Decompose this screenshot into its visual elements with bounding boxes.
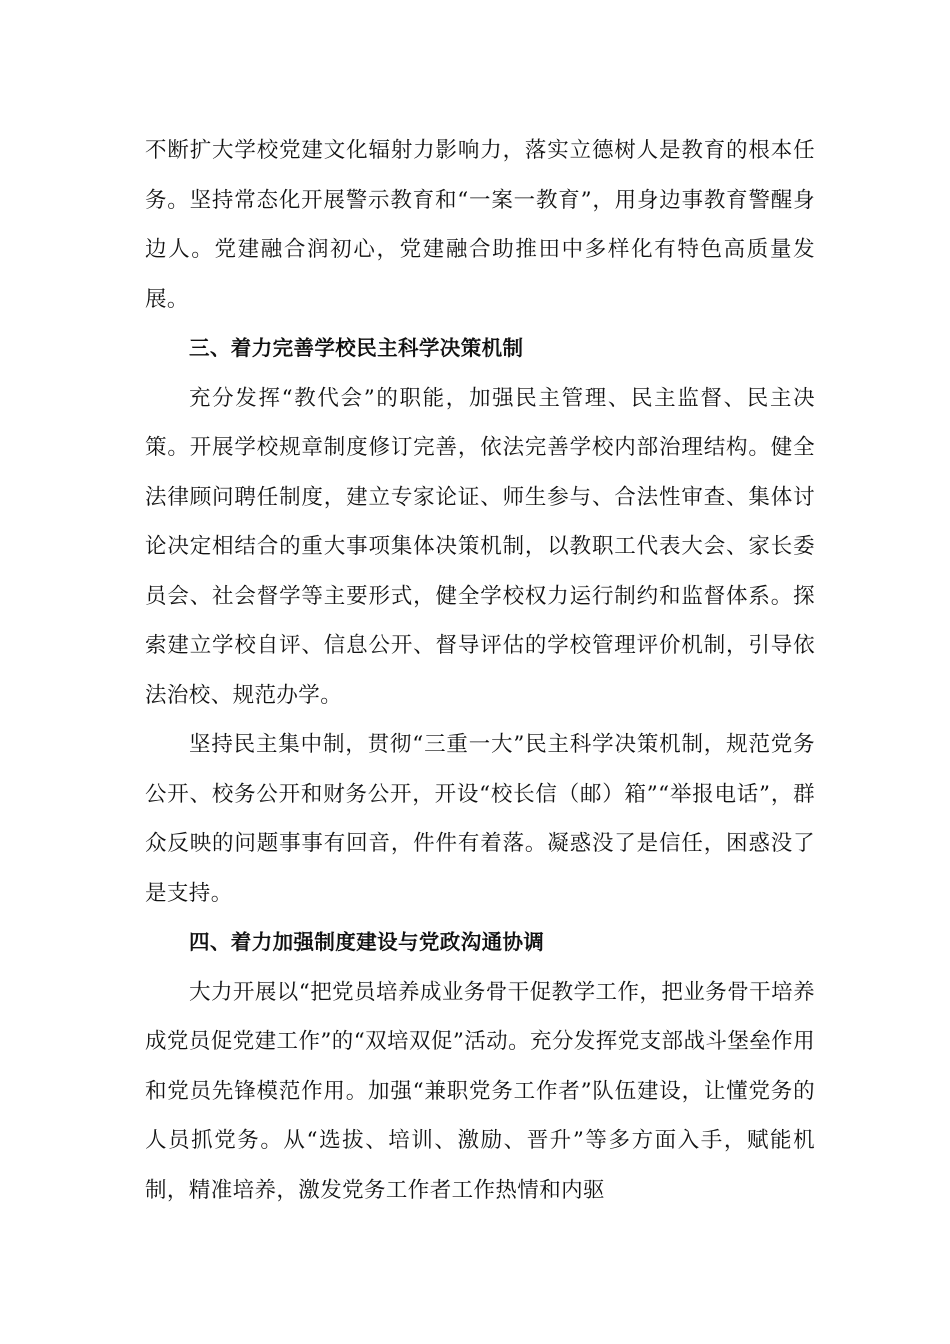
document-page [145, 126, 815, 1215]
paragraph-intro-continuation: 不断扩大学校党建文化辐射力影响力，落实立德树人是教育的根本任务。坚持常态化开展警示教育和“一案一教育”，用身边事教育警醒身边人。党建融合润初心，党建融合助推田中多样化有特色高质量发展。 [145, 138, 815, 312]
paragraph-double-cultivation: 大力开展以“把党员培养成业务骨干促教学工作，把业务骨干培养成党员促党建工作”的“双培双促”活动。充分发挥党支部战斗堡垒作用和党员先锋模范作用。加强“兼职党务工作者”队伍建设，让懂党务的人员抓党务。从“选拔、培训、激励、晋升”等多方面入手，赋能机制，精准培养，激发党务工作者工作热情和内驱 [145, 979, 815, 1203]
section-heading-4: 四、着力加强制度建设与党政沟通协调 [189, 930, 545, 954]
paragraph-democratic-management: 充分发挥“教代会”的职能，加强民主管理、民主监督、民主决策。开展学校规章制度修订完善，依法完善学校内部治理结构。健全法律顾问聘任制度，建立专家论证、师生参与、合法性审查、集体讨论决定相结合的重大事项集体决策机制，以教职工代表大会、家长委员会、社会督学等主要形式，健全学校权力运行制约和监督体系。探索建立学校自评、信息公开、督导评估的学校管理评价机制，引导依法治校、规范办学。 [145, 385, 815, 708]
section-heading-3: 三、着力完善学校民主科学决策机制 [189, 336, 524, 360]
paragraph-democratic-centralism: 坚持民主集中制，贯彻“三重一大”民主科学决策机制，规范党务公开、校务公开和财务公开，开设“校长信（邮）箱”“举报电话”，群众反映的问题事事有回音，件件有着落。凝惑没了是信任，困惑没了是支持。 [145, 732, 815, 906]
